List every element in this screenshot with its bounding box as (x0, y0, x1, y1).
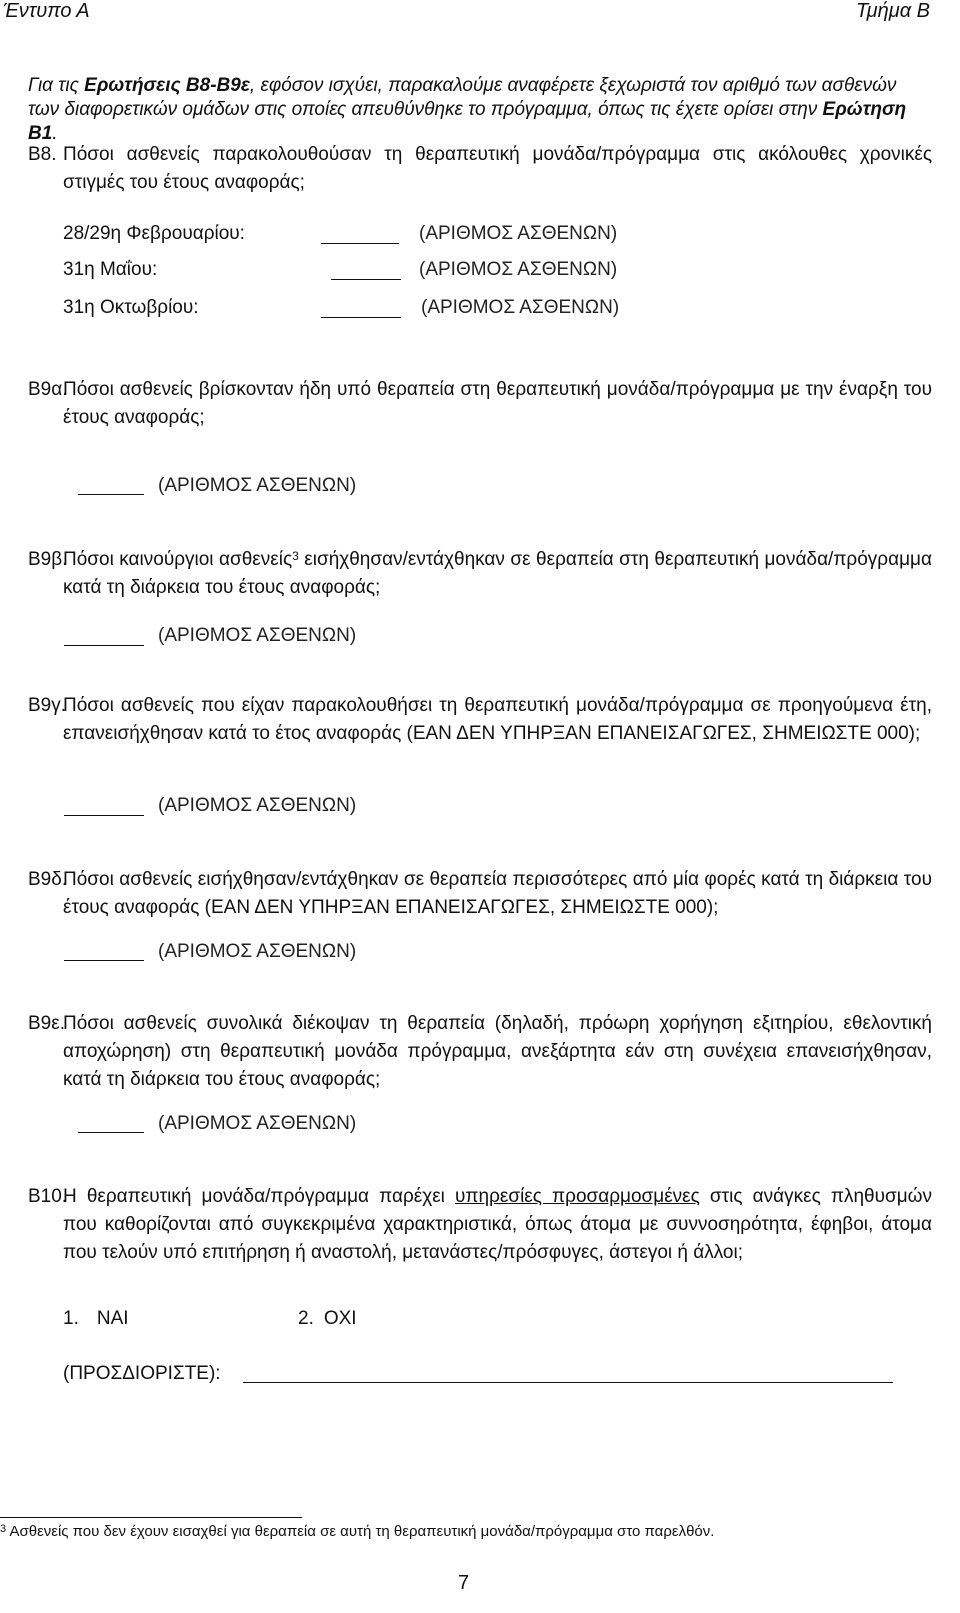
unit-label: (ΑΡΙΘΜΟΣ ΑΣΘΕΝΩΝ) (419, 223, 618, 244)
date-label: 28/29η Φεβρουαρίου: (63, 223, 245, 244)
unit-label: (ΑΡΙΘΜΟΣ ΑΣΘΕΝΩΝ) (158, 475, 357, 496)
question-b9b (28, 546, 932, 602)
b9d-count-field[interactable] (64, 960, 144, 961)
question-text: Πόσοι ασθενείς συνολικά διέκοψαν τη θεραπεία (δηλαδή, πρόωρη χορήγηση εξιτηρίου, εθελοντική αποχώρηση) στη θεραπευτική μονάδα πρόγραμμα, ανεξάρτητα εάν στη συνέχεια επανεισήχθησαν, κατά τη διάρκεια του έτους αναφοράς; (63, 1013, 932, 1090)
specify-label: (ΠΡΟΣΔΙΟΡΙΣΤΕ): (63, 1363, 221, 1384)
question-text (63, 1183, 932, 1267)
intro-bold1: Ερωτήσεις Β8-Β9ε (84, 75, 250, 96)
question-b8 (28, 141, 932, 197)
question-label: Β9α. (28, 379, 68, 400)
question-text: Πόσοι ασθενείς βρίσκονταν ήδη υπό θεραπεία στη θεραπευτική μονάδα/πρόγραμμα με την έναρξη του έτους αναφοράς; (63, 379, 932, 428)
b9e-count-field[interactable] (78, 1132, 144, 1133)
question-label: Β9γ. (28, 695, 67, 716)
option-label: ΟΧΙ (323, 1308, 357, 1329)
question-text: Πόσοι ασθενείς που είχαν παρακολουθήσει τη θεραπευτική μονάδα/πρόγραμμα σε προηγούμενα έτη, επανεισήχθησαν κατά το έτος αναφοράς (ΕΑΝ ΔΕΝ ΥΠΗΡΞΑΝ ΕΠΑΝΕΙΣΑΓΩΓΕΣ, ΣΗΜΕΙΩΣΤΕ 000); (63, 695, 932, 744)
form-label: Έντυπο Α (3, 0, 90, 22)
unit-label: (ΑΡΙΘΜΟΣ ΑΣΘΕΝΩΝ) (158, 1113, 357, 1134)
question-b9d (28, 866, 932, 922)
question-b9e (28, 1010, 932, 1094)
question-label: Β9β. (28, 549, 68, 570)
question-b9a (28, 376, 932, 432)
date-label: 31η Οκτωβρίου: (63, 297, 199, 318)
question-text-part1: Πόσοι καινούργιοι ασθενείς (63, 549, 293, 570)
specify-field[interactable] (243, 1382, 893, 1383)
question-text-underlined: υπηρεσίες προσαρμοσμένες (455, 1186, 700, 1207)
question-b9c (28, 692, 932, 748)
count-field[interactable] (321, 243, 399, 244)
unit-label: (ΑΡΙΘΜΟΣ ΑΣΘΕΝΩΝ) (158, 795, 357, 816)
option-number: 2. (298, 1308, 314, 1329)
b9b-count-field[interactable] (64, 645, 144, 646)
intro-part2: , εφόσον ισχύει, παρακαλούμε αναφέρετε ξεχωριστά τον αριθμό των ασθενών των διαφορετικών ομάδων στις οποίες απευθύνθηκε το πρόγραμμα, όπως τις έχετε ορίσει στην (28, 75, 897, 120)
question-label: Β8. (28, 144, 57, 165)
question-text-part2: στις ανάγκες πληθυσμών που καθορίζονται από συγκεκριμένα χαρακτηριστικά, όπως άτομα με συννοσηρότητα, έφηβοι, άτομα που τελούν υπό επιτήρηση ή αναστολή, μετανάστες/πρόσφυγες, άστεγοι ή άλλοι; (63, 1186, 932, 1263)
footnote (0, 1523, 714, 1541)
question-label: Β9ε. (28, 1013, 65, 1034)
count-field[interactable] (331, 279, 401, 280)
option-no[interactable] (298, 1307, 357, 1331)
intro-bold2: Ερώτηση Β1 (28, 99, 907, 144)
unit-label: (ΑΡΙΘΜΟΣ ΑΣΘΕΝΩΝ) (419, 259, 618, 280)
footnote-ref: 3 (292, 549, 299, 563)
unit-label: (ΑΡΙΘΜΟΣ ΑΣΘΕΝΩΝ) (158, 941, 357, 962)
question-text-part1: Η θεραπευτική μονάδα/πρόγραμμα παρέχει (63, 1186, 455, 1207)
question-b10 (28, 1183, 932, 1267)
date-label: 31η Μαΐου: (63, 259, 158, 280)
count-field[interactable] (321, 317, 401, 318)
intro-part1: Για τις (28, 75, 85, 96)
intro-text (28, 74, 928, 146)
page-number: 7 (458, 1572, 470, 1594)
option-yes[interactable] (63, 1307, 129, 1331)
section-label: Τμήμα Β (855, 0, 930, 22)
footnote-divider (0, 1517, 302, 1518)
footnote-text: Ασθενείς που δεν έχουν εισαχθεί για θεραπεία σε αυτή τη θεραπευτική μονάδα/πρόγραμμα στο παρελθόν. (6, 1523, 715, 1540)
footnote-number: 3 (0, 1523, 7, 1535)
question-text: Πόσοι ασθενείς παρακολουθούσαν τη θεραπευτική μονάδα/πρόγραμμα στις ακόλουθες χρονικές στιγμές του έτους αναφοράς; (63, 144, 932, 193)
unit-label: (ΑΡΙΘΜΟΣ ΑΣΘΕΝΩΝ) (158, 625, 357, 646)
option-number: 1. (63, 1308, 79, 1329)
option-label: ΝΑΙ (96, 1308, 129, 1329)
question-text-part2: εισήχθησαν/εντάχθηκαν σε θεραπεία στη θεραπευτική μονάδα/πρόγραμμα κατά τη διάρκεια του έτους αναφοράς; (63, 549, 932, 598)
intro-part3: . (52, 123, 58, 144)
b9c-count-field[interactable] (64, 815, 144, 816)
b9a-count-field[interactable] (78, 494, 144, 495)
question-text (63, 546, 932, 602)
question-label: Β10. (28, 1186, 68, 1207)
question-label: Β9δ. (28, 869, 68, 890)
question-text: Πόσοι ασθενείς εισήχθησαν/εντάχθηκαν σε θεραπεία περισσότερες από μία φορές κατά τη διάρκεια του έτους αναφοράς (ΕΑΝ ΔΕΝ ΥΠΗΡΞΑΝ ΕΠΑΝΕΙΣΑΓΩΓΕΣ, ΣΗΜΕΙΩΣΤΕ 000); (63, 869, 932, 918)
unit-label: (ΑΡΙΘΜΟΣ ΑΣΘΕΝΩΝ) (421, 297, 620, 318)
